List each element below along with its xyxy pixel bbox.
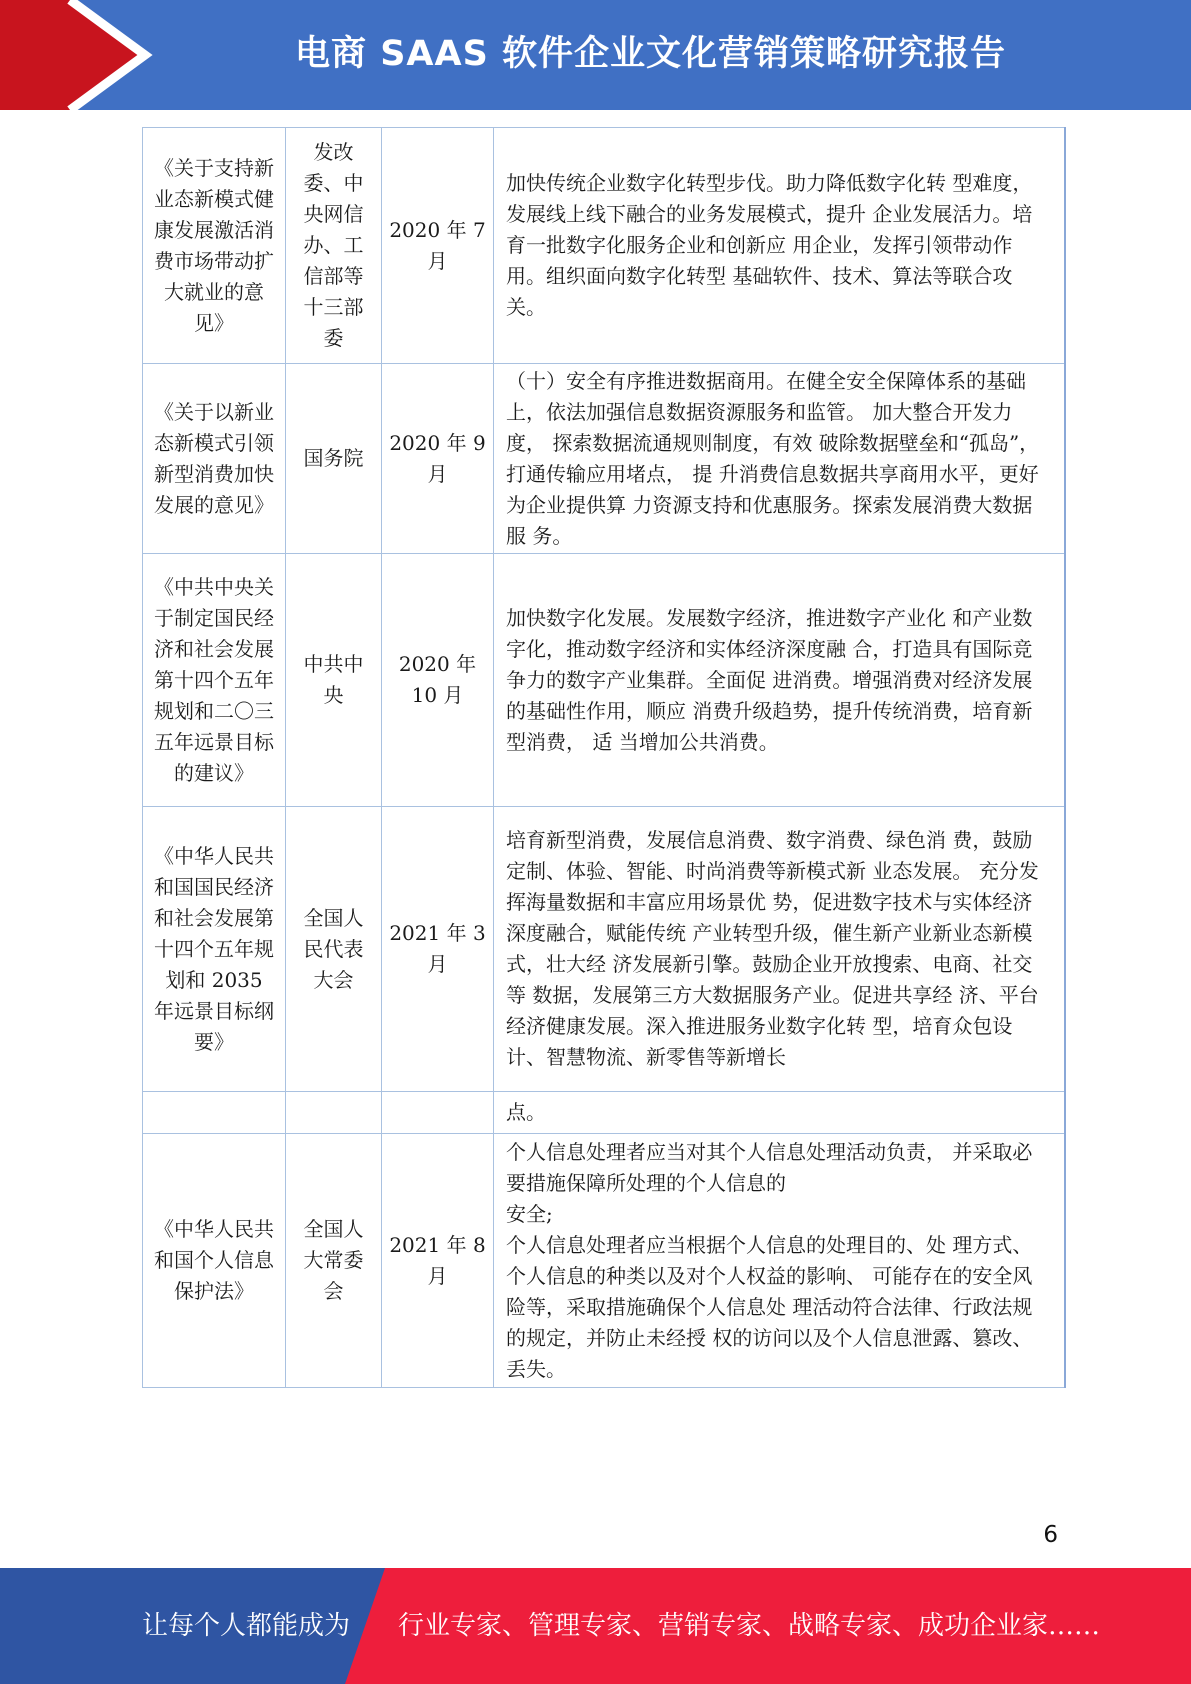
date-cell — [382, 1092, 494, 1134]
footer-slogan-right: 行业专家、管理专家、营销专家、战略专家、成功企业家…… — [398, 1611, 1101, 1641]
document-name-cell: 《中华人民共和国个人信息保护法》 — [143, 1134, 286, 1388]
document-name-cell — [143, 1092, 286, 1134]
content-cell: （十）安全有序推进数据商用。在健全安全保障体系的基础上，依法加强信息数据资源服务和监管。 加大整合开发力度， 探索数据流通规则制度，有效 破除数据壁垒和“孤岛”，打通传输应用堵点， 提 升消费信息数据共享商用水平，更好为企业提供算 力资源支持和优惠服务。探索发展消费大数据服 务。 — [494, 364, 1065, 554]
content-cell: 个人信息处理者应当对其个人信息处理活动负责， 并采取必要措施保障所处理的个人信息的 安全; 个人信息处理者应当根据个人信息的处理目的、处 理方式、个人信息的种类以及对个人权益的影响、 可能存在的安全风险等，采取措施确保个人信息处 理活动符合法律、行政法规的规定，并防止未经授 权的访问以及个人信息泄露、篡改、丢失。 — [494, 1134, 1065, 1388]
date-cell: 2021 年 8 月 — [382, 1134, 494, 1388]
document-name-cell: 《关于以新业态新模式引领新型消费加快发展的意见》 — [143, 364, 286, 554]
issuer-cell: 全国人大常委会 — [286, 1134, 382, 1388]
document-name-cell: 《关于支持新业态新模式健康发展激活消费市场带动扩大就业的意见》 — [143, 128, 286, 364]
policy-table — [142, 127, 1066, 1388]
issuer-cell: 国务院 — [286, 364, 382, 554]
issuer-cell: 全国人民代表大会 — [286, 807, 382, 1092]
issuer-cell: 发改委、中央网信办、工信部等十三部委 — [286, 128, 382, 364]
document-name-cell: 《中共中央关于制定国民经济和社会发展第十四个五年规划和二〇三五年远景目标的建议》 — [143, 554, 286, 807]
content-cell: 加快传统企业数字化转型步伐。助力降低数字化转 型难度，发展线上线下融合的业务发展模式，提升 企业发展活力。培育一批数字化服务企业和创新应 用企业，发挥引领带动作用。组织面向数字化转型 基础软件、技术、算法等联合攻关。 — [494, 128, 1065, 364]
table-row — [143, 128, 1065, 364]
content-cell: 点。 — [494, 1092, 1065, 1134]
table-row — [143, 1134, 1065, 1388]
table-row — [143, 1092, 1065, 1134]
issuer-cell: 中共中央 — [286, 554, 382, 807]
date-cell: 2021 年 3 月 — [382, 807, 494, 1092]
table-row — [143, 554, 1065, 807]
content-cell: 加快数字化发展。发展数字经济，推进数字产业化 和产业数字化，推动数字经济和实体经济深度融 合，打造具有国际竞争力的数字产业集群。全面促 进消费。增强消费对经济发展的基础性作用，顺应 消费升级趋势，提升传统消费，培育新型消费， 适 当增加公共消费。 — [494, 554, 1065, 807]
page-header — [0, 0, 1191, 110]
issuer-cell — [286, 1092, 382, 1134]
page-number: 6 — [1043, 1522, 1058, 1548]
table-row — [143, 364, 1065, 554]
page-footer — [0, 1568, 1191, 1684]
date-cell: 2020 年 10 月 — [382, 554, 494, 807]
footer-slogan-left: 让每个人都能成为 — [142, 1611, 351, 1641]
report-title: 电商 SAAS 软件企业文化营销策略研究报告 — [295, 34, 1006, 74]
document-name-cell: 《中华人民共和国国民经济和社会发展第十四个五年规划和 2035 年远景目标纲要》 — [143, 807, 286, 1092]
date-cell: 2020 年 9 月 — [382, 364, 494, 554]
table-row — [143, 807, 1065, 1092]
date-cell: 2020 年 7 月 — [382, 128, 494, 364]
content-cell: 培育新型消费，发展信息消费、数字消费、绿色消 费，鼓励定制、体验、智能、时尚消费等新模式新 业态发展。 充分发挥海量数据和丰富应用场景优 势，促进数字技术与实体经济深度融合，赋能传统 产业转型升级，催生新产业新业态新模式，壮大经 济发展新引擎。鼓励企业开放搜索、电商、社交等 数据，发展第三方大数据服务产业。促进共享经 济、平台经济健康发展。深入推进服务业数字化转 型，培育众包设计、智慧物流、新零售等新增长 — [494, 807, 1065, 1092]
